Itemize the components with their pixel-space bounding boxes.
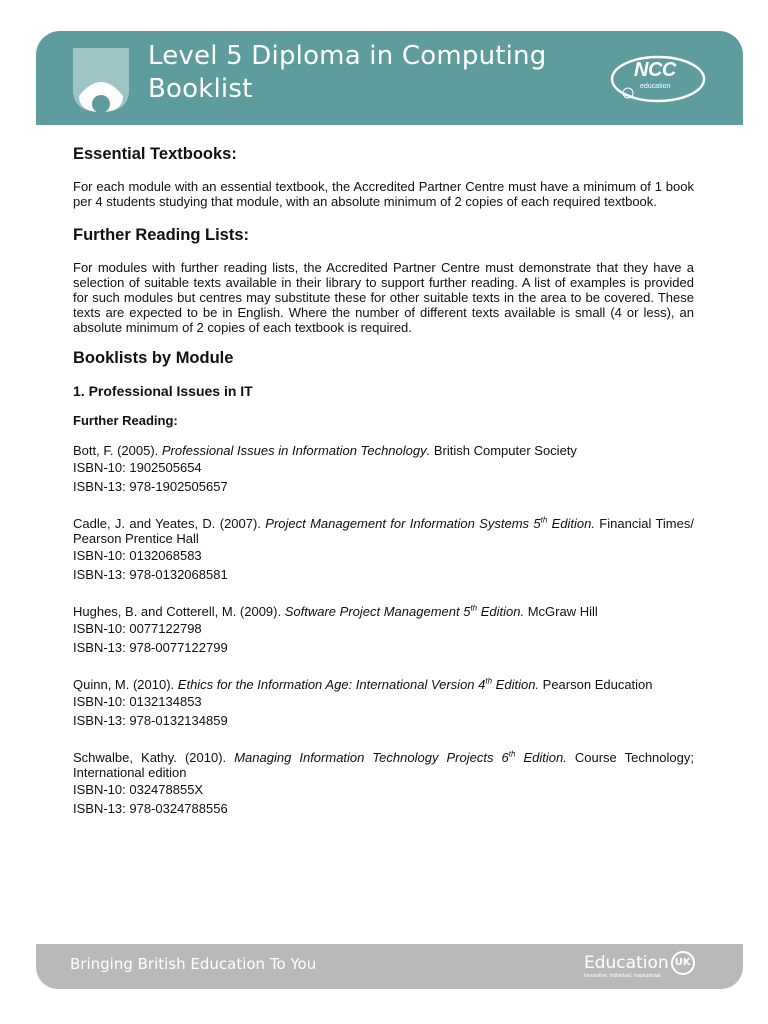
book-publisher: McGraw Hill (524, 604, 598, 619)
book-isbn13: ISBN-13: 978-0132068581 (73, 567, 228, 582)
book-isbn13: ISBN-13: 978-0324788556 (73, 801, 228, 816)
book-title: Project Management for Information Systems 5th Edition. (265, 515, 595, 531)
footer-tagline: Bringing British Education To You (70, 955, 317, 973)
book-isbn13: ISBN-13: 978-0077122799 (73, 640, 228, 655)
ncc-education-logo (608, 51, 710, 107)
logo-text: NCC (634, 59, 676, 81)
book-authors: Bott, F. (2005). (73, 443, 159, 458)
book-entry (73, 443, 694, 496)
book-title-sup: th (508, 749, 516, 759)
module-heading: 1. Professional Issues in IT (73, 383, 253, 399)
book-entry (73, 750, 694, 818)
book-publisher: Pearson Education (539, 677, 653, 692)
essential-text: For each module with an essential textbook, the Accredited Partner Centre must have a minimum of 1 book per 4 students studying that module, with an absolute minimum of 2 copies of each required textbook. (73, 179, 694, 209)
book-authors: Schwalbe, Kathy. (2010). (73, 750, 227, 765)
book-title-sup: th (470, 603, 478, 613)
document-body (73, 142, 694, 818)
book-authors: Hughes, B. and Cotterell, M. (2009). (73, 604, 282, 619)
book-citation (73, 677, 694, 692)
book-citation (73, 604, 694, 619)
book-title-sup: th (485, 676, 493, 686)
book-title: Ethics for the Information Age: International Version 4th Edition. (177, 676, 540, 692)
footer-banner (36, 944, 743, 989)
book-entry (73, 677, 694, 730)
book-title: Professional Issues in Information Technology. (161, 443, 431, 458)
education-brand-subtext: Innovative. Individual. Inspirational. (584, 973, 662, 979)
title-line-2: Booklist (148, 74, 253, 104)
book-isbn13: ISBN-13: 978-1902505657 (73, 479, 228, 494)
education-brand-text: Education (584, 953, 669, 973)
book-title: Managing Information Technology Projects 6th Edition. (234, 749, 567, 765)
book-entry (73, 516, 694, 584)
book-isbn10: ISBN-10: 0132134853 (73, 694, 202, 709)
book-title: Software Project Management 5th Edition. (284, 603, 525, 619)
book-isbn10: ISBN-10: 0132068583 (73, 548, 202, 563)
book-citation (73, 750, 694, 780)
uk-badge-icon: UK (671, 951, 695, 975)
book-publisher: British Computer Society (430, 443, 577, 458)
book-isbn10: ISBN-10: 032478855X (73, 782, 204, 797)
essential-heading: Essential Textbooks: (73, 145, 237, 163)
header-banner (36, 31, 743, 125)
book-isbn13: ISBN-13: 978-0132134859 (73, 713, 228, 728)
book-authors: Cadle, J. and Yeates, D. (2007). (73, 516, 261, 531)
book-authors: Quinn, M. (2010). (73, 677, 175, 692)
booklists-heading: Booklists by Module (73, 349, 234, 367)
book-list (73, 443, 694, 818)
further-text: For modules with further reading lists, the Accredited Partner Centre must demonstrate that they have a selection of suitable texts available in their library to support further reading. A list of examples is provided for such modules but centres may substitute these for other suitable texts in the area to be covered. These texts are expected to be in English. Where the number of different texts available is small (4 or less), an absolute minimum of 2 copies of each textbook is required. (73, 260, 694, 335)
logo-subtext: education (640, 83, 671, 90)
book-publisher: Course Technology; International edition (73, 750, 694, 780)
book-title-sup: th (540, 515, 548, 525)
book-citation (73, 516, 694, 546)
title-line-1: Level 5 Diploma in Computing (148, 41, 547, 71)
further-reading-label: Further Reading: (73, 413, 178, 428)
book-publisher: Financial Times/ Pearson Prentice Hall (73, 516, 694, 546)
book-isbn10: ISBN-10: 1902505654 (73, 460, 202, 475)
further-heading: Further Reading Lists: (73, 226, 250, 244)
book-citation (73, 443, 694, 458)
education-uk-logo (584, 951, 695, 975)
book-entry (73, 604, 694, 657)
shield-logo-icon (73, 48, 129, 112)
book-isbn10: ISBN-10: 0077122798 (73, 621, 202, 636)
page-title (148, 40, 546, 106)
